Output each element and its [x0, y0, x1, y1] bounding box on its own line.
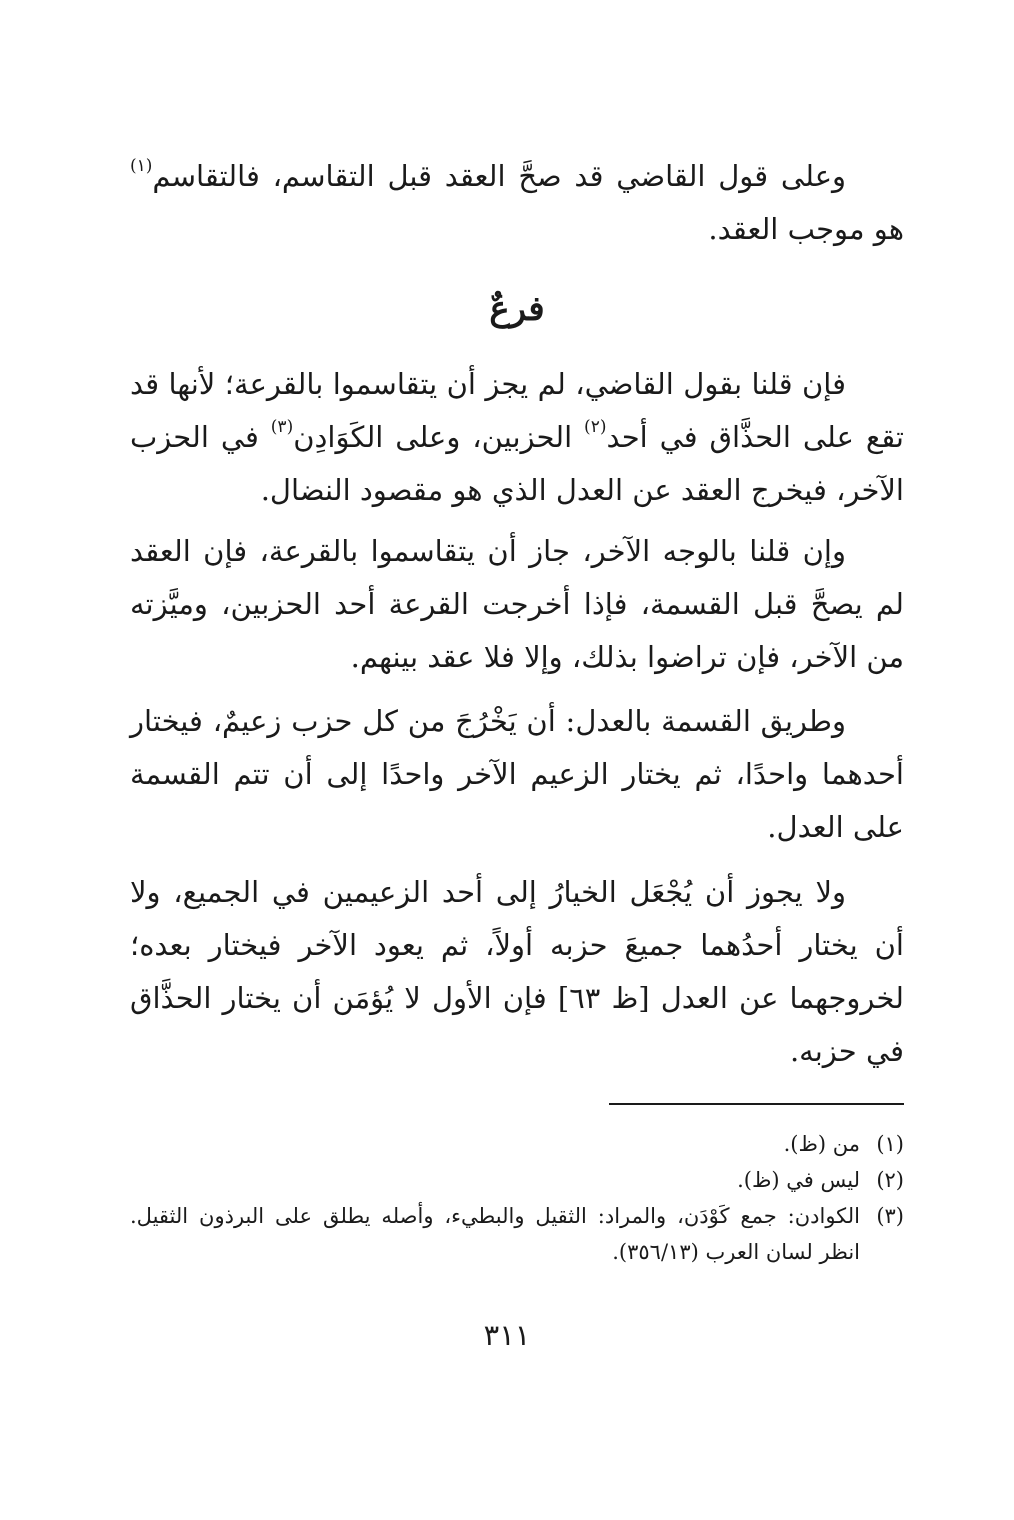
footnote-text: الكوادن: جمع كَوْدَن، والمراد: الثقيل والبطيء، وأصله يطلق على البرذون الثقيل. انظر لسان العرب (٣٥٦/١٣).: [130, 1204, 860, 1264]
footnote-ref-1: (١): [130, 156, 153, 177]
paragraph-5: [130, 866, 904, 1078]
paragraph-2: [130, 358, 904, 517]
footnote-2: [130, 1162, 904, 1198]
footnote-ref-2: (٢): [584, 417, 607, 438]
footnote-number: (٢): [876, 1168, 904, 1192]
paragraph-1: [130, 150, 904, 256]
footnote-ref-3: (٣): [270, 417, 294, 438]
footnote-divider: [609, 1103, 904, 1105]
page-number: ٣١١: [483, 1318, 531, 1352]
paragraph-5-text: ولا يجوز أن يُجْعَل الخيارُ إلى أحد الزعيمين في الجميع، ولا أن يختار أحدُهما جميعَ حزبه أولاً، ثم يعود الآخر فيختار بعده؛ لخروجهما عن العدل [ظ ٦٣] فإن الأول لا يُؤمَن أن يختار الحذَّاق في حزبه.: [130, 875, 904, 1068]
footnote-text: من (ظ).: [783, 1132, 860, 1156]
paragraph-2-text-b: الحزبين، وعلى الكَوَادِن: [293, 420, 585, 454]
paragraph-2-text-c: في الحزب الآخر، فيخرج العقد عن العدل الذي هو مقصود النضال.: [130, 420, 904, 507]
footnote-text: ليس في (ظ).: [737, 1168, 860, 1192]
section-heading: فرعٌ: [489, 289, 545, 329]
footnote-number: (١): [876, 1132, 904, 1156]
paragraph-4-text: وطريق القسمة بالعدل: أن يَخْرُجَ من كل حزب زعيمٌ، فيختار أحدهما واحدًا، ثم يختار الزعيم الآخر واحدًا إلى أن تتم القسمة على العدل.: [130, 704, 904, 844]
paragraph-1-text-a: وعلى قول القاضي قد صحَّ العقد قبل التقاسم، فالتقاسم: [152, 159, 846, 193]
paragraph-3-text: وإن قلنا بالوجه الآخر، جاز أن يتقاسموا بالقرعة، فإن العقد لم يصحَّ قبل القسمة، فإذا أخرجت القرعة أحد الحزبين، وميَّزته من الآخر، فإن تراضوا بذلك، وإلا فلا عقد بينهم.: [130, 534, 904, 674]
paragraph-1-text-b: هو موجب العقد.: [708, 212, 904, 246]
footnote-3: [130, 1198, 904, 1270]
paragraph-4: [130, 695, 904, 854]
footnotes: [130, 1126, 904, 1270]
footnote-number: (٣): [876, 1204, 904, 1228]
paragraph-2-text-a: فإن قلنا بقول القاضي، لم يجز أن يتقاسموا بالقرعة؛ لأنها قد تقع على الحذَّاق في أحد: [130, 367, 904, 454]
paragraph-3: [130, 525, 904, 684]
footnote-1: [130, 1126, 904, 1162]
